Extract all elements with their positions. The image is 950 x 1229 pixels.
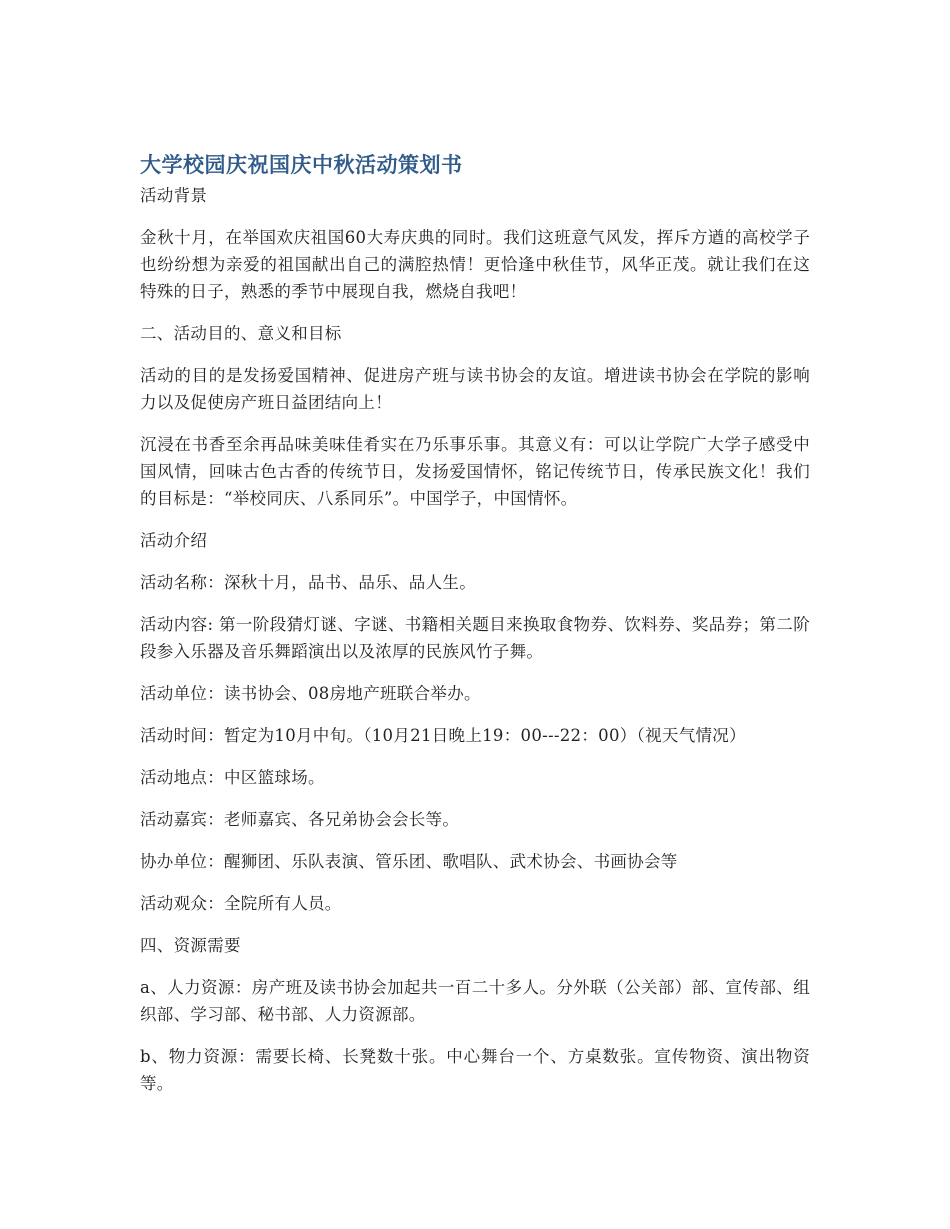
paragraph-human-resources: a、人力资源：房产班及读书协会加起共一百二十多人。分外联（公关部）部、宣传部、组织部、学习部、秘书部、人力资源部。 — [140, 978, 810, 1024]
paragraph-activity-organizer: 活动单位：读书协会、08房地产班联合举办。 — [140, 684, 481, 703]
section-heading-introduction: 活动介绍 — [140, 531, 208, 550]
paragraph-significance: 沉浸在书香至余再品味美味佳肴实在乃乐事乐事。其意义有：可以让学院广大学子感受中国风情，回味古色古香的传统节日，发扬爱国情怀，铭记传统节日，传承民族文化！我们的目标是：“举校同庆、八系同乐”。中国学子，中国情怀。 — [140, 435, 810, 508]
paragraph-audience: 活动观众：全院所有人员。 — [140, 894, 342, 913]
section-heading-purpose: 二、活动目的、意义和目标 — [140, 324, 342, 343]
paragraph-purpose: 活动的目的是发扬爱国精神、促进房产班与读书协会的友谊。增进读书协会在学院的影响力以及促使房产班日益团结向上！ — [140, 366, 810, 412]
section-heading-background: 活动背景 — [140, 186, 208, 205]
paragraph-activity-location: 活动地点：中区篮球场。 — [140, 768, 325, 787]
paragraph-background: 金秋十月，在举国欢庆祖国60大寿庆典的同时。我们这班意气风发，挥斥方遒的高校学子也纷纷想为亲爱的祖国献出自己的满腔热情！更恰逢中秋佳节，风华正茂。就让我们在这特殊的日子，熟悉的季节中展现自我，燃烧自我吧！ — [140, 228, 810, 301]
document-title: 大学校园庆祝国庆中秋活动策划书 — [140, 153, 463, 177]
paragraph-material-resources: b、物力资源：需要长椅、长凳数十张。中心舞台一个、方桌数张。宣传物资、演出物资等。 — [140, 1047, 810, 1093]
paragraph-activity-content: 活动内容: 第一阶段猜灯谜、字谜、书籍相关题目来换取食物券、饮料券、奖品券；第二阶段参入乐器及音乐舞蹈演出以及浓厚的民族风竹子舞。 — [140, 615, 810, 661]
document-page — [140, 150, 810, 1112]
paragraph-activity-name: 活动名称：深秋十月，品书、品乐、品人生。 — [140, 573, 476, 592]
section-heading-resources: 四、资源需要 — [140, 936, 241, 955]
paragraph-co-organizers: 协办单位：醒狮团、乐队表演、管乐团、歌唱队、武术协会、书画协会等 — [140, 852, 678, 871]
paragraph-activity-time: 活动时间：暂定为10月中旬。（10月21日晚上19：00---22：00）（视天气情况） — [140, 726, 746, 745]
paragraph-activity-guests: 活动嘉宾：老师嘉宾、各兄弟协会会长等。 — [140, 810, 460, 829]
